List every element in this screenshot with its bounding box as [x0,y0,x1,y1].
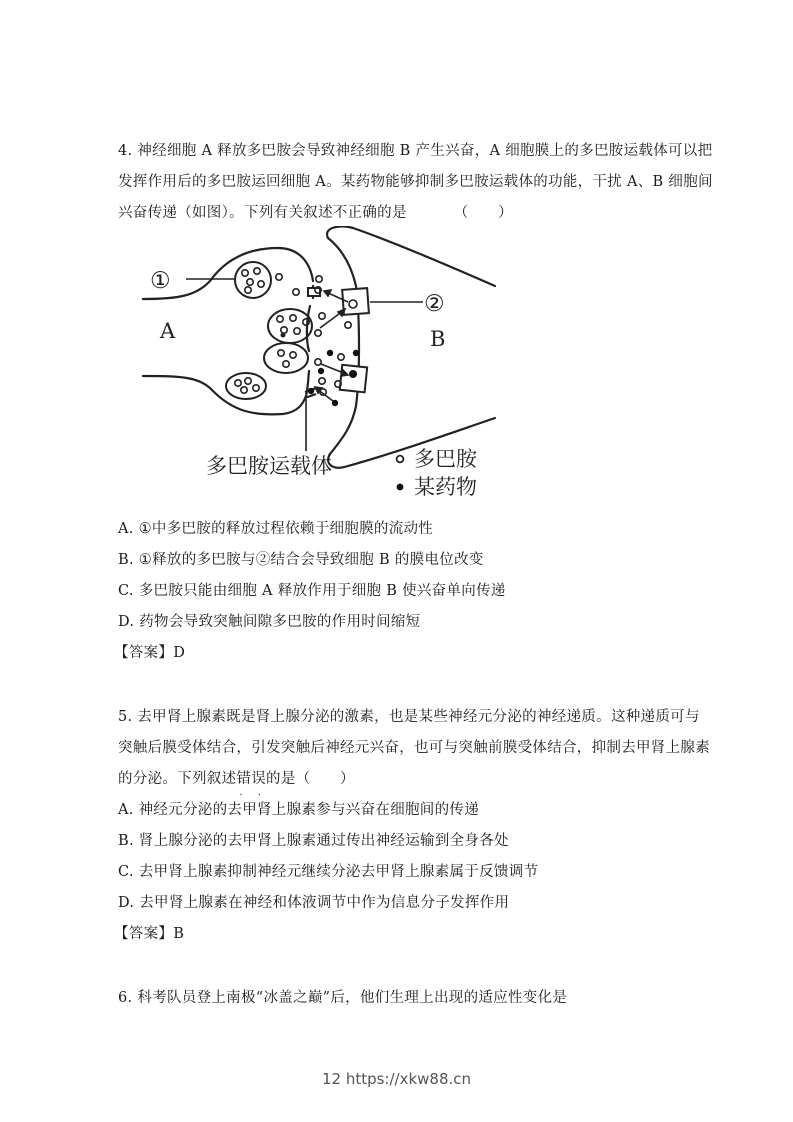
q4-option-c [118,581,506,601]
legend-dopamine-icon [397,456,404,463]
option-text: 药物会导致突触间隙多巴胺的作用时间缩短 [139,614,421,630]
page-number: 12 [321,1070,342,1088]
option-key: B. [118,833,134,849]
option-text: 去甲肾上腺素抑制神经元继续分泌去甲肾上腺素属于反馈调节 [138,864,539,880]
option-key: A. [118,521,134,537]
cell-b-label: B [430,327,446,351]
q5-number: 5. [118,709,133,725]
synapse-diagram [138,226,508,506]
option-key: C. [118,583,134,599]
option-key: B. [118,552,134,568]
q4-option-a [118,519,433,539]
legend-drug-icon [397,484,404,491]
legend-dopamine-label: 多巴胺 [414,447,477,471]
q5-answer: 【答案】B [114,926,185,942]
q4-stem-text-1: 神经细胞 A 释放多巴胺会导致神经细胞 B 产生兴奋，A 细胞膜上的多巴胺运载体可以把 [137,143,713,159]
q5-stem-tail: 的是（ ） [266,771,355,787]
q5-stem-line-2: 突触后膜受体结合，引发突触后神经元兴奋，也可与突触前膜受体结合，抑制去甲肾上腺素 [118,740,710,756]
q5-stem-text-3: 的分泌。下列叙述 [118,771,237,787]
q4-answer-blank: （ ） [453,205,513,221]
q6-number: 6. [118,990,133,1006]
q4-stem-line-1 [118,141,712,161]
option-text: 神经元分泌的去甲肾上腺素参与兴奋在细胞间的传递 [138,802,480,818]
option-text: ①释放的多巴胺与②结合会导致细胞 B 的膜电位改变 [138,552,484,568]
q5-option-c [118,862,538,882]
option-key: D. [118,895,135,911]
option-key: C. [118,864,134,880]
marker-2: ② [424,291,445,317]
q5-stem-line-1 [118,707,700,727]
option-text: 去甲肾上腺素在神经和体液调节中作为信息分子发挥作用 [139,895,510,911]
q4-option-d [118,612,420,632]
option-text: ①中多巴胺的释放过程依赖于细胞膜的流动性 [138,521,434,537]
marker-1: ① [150,268,171,294]
q4-answer: 【答案】D [114,645,186,661]
q4-option-b [118,550,484,570]
q6-stem-text-1: 科考队员登上南极“冰盖之巅”后，他们生理上出现的适应性变化是 [137,990,568,1006]
q5-emphasis: 错误 · · [236,771,266,787]
footer-link[interactable]: https://xkw88.cn [345,1070,472,1088]
q4-stem-line-2: 发挥作用后的多巴胺运回细胞 A。某药物能够抑制多巴胺运载体的功能，干扰 A、B 细胞间 [118,174,713,190]
q5-stem-text-1: 去甲肾上腺素既是肾上腺分泌的激素，也是某些神经元分泌的神经递质。这种递质可与 [137,709,700,725]
q5-option-d [118,893,509,913]
q4-number: 4. [118,143,133,159]
q5-option-a [118,800,479,820]
option-text: 肾上腺分泌的去甲肾上腺素通过传出神经运输到全身各处 [138,833,509,849]
q4-stem-line-3 [118,203,513,223]
legend-drug-label: 某药物 [414,475,477,499]
q5-stem-line-3 [118,769,355,789]
option-text: 多巴胺只能由细胞 A 释放作用于细胞 B 使兴奋单向传递 [138,583,506,599]
q5-option-b [118,831,509,851]
transporter-label: 多巴胺运载体 [206,454,332,478]
q6-stem-line-1 [118,988,567,1008]
cell-a-label: A [160,319,176,343]
q4-stem-text-3: 兴奋传递（如图）。下列有关叙述不正确的是 [118,205,407,221]
page-footer [0,1070,793,1088]
option-key: A. [118,802,134,818]
option-key: D. [118,614,135,630]
